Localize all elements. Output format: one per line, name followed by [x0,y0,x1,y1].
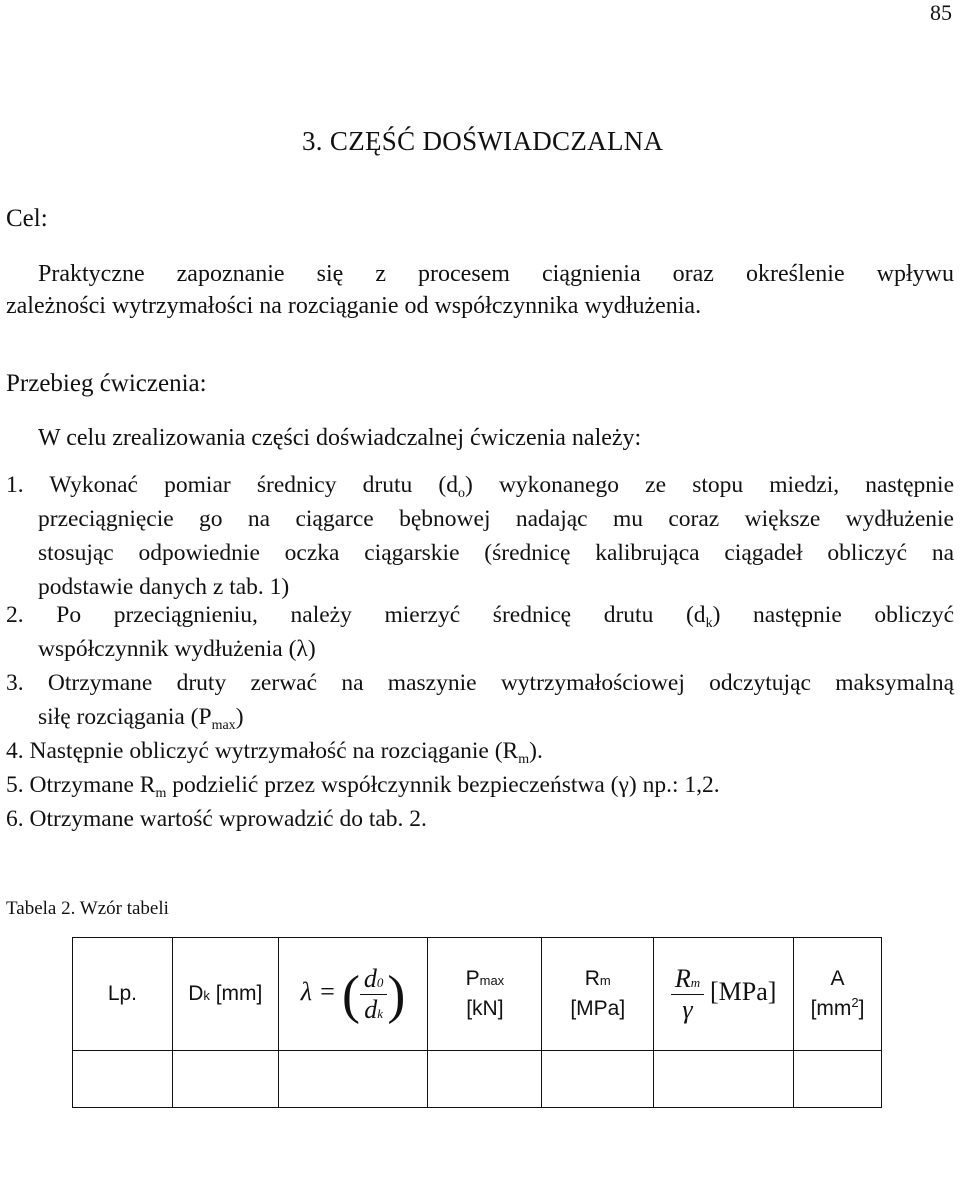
table-row [73,1051,882,1108]
list-item-1-line-3: stosując odpowiednie oczka ciągarskie (średnicę kalibrująca ciągadeł obliczyć na [38,540,954,566]
procedure-heading: Przebieg ćwiczenia: [6,370,207,397]
list-item-3-line-1: 3. Otrzymane druty zerwać na maszynie wytrzymałościowej odczytując maksymalną [6,670,954,696]
header-rm-over-gamma: $\frac{Rm}{\gamma}$ [MPa] [654,938,794,1051]
table-cell [172,1051,278,1108]
list-item-4: 4. Następnie obliczyć wytrzymałość na rozciąganie $(R_m)$. [6,738,543,767]
list-item-5: 5. Otrzymane $R_m$ podzielić przez współczynnik bezpieczeństwa (γ) np.: 1,2. [6,772,720,801]
table-cell [654,1051,794,1108]
header-rm: Rm [MPa] [542,938,654,1051]
list-item-1-line-2: przeciągnięcie go na ciągarce bębnowej nadając mu coraz większe wydłużenie [38,506,954,532]
chapter-title: 3. CZĘŚĆ DOŚWIADCZALNA [302,126,664,156]
goal-line-1: Praktyczne zapoznanie się z procesem ciągnienia oraz określenie wpływu [38,261,954,287]
header-dk: Dk [mm] [172,938,278,1051]
data-table [72,937,882,1108]
goal-heading: Cel: [6,205,48,232]
table-cell [542,1051,654,1108]
table-header-row [73,938,882,1051]
header-a: A $[mm^2]$ [794,938,882,1051]
list-item-2-line-1: 2. Po przeciągnieniu, należy mierzyć średnicę drutu $(d_k)$ następnie obliczyć [6,602,955,631]
list-item-3-line-2: siłę rozciągania $(P_{max})$ [38,704,244,733]
table-cell [73,1051,173,1108]
list-item-1-line-4: podstawie danych z tab. 1) [38,574,290,600]
list-item-2-line-2: współczynnik wydłużenia (λ) [38,636,316,662]
table-cell [428,1051,542,1108]
header-pmax: Pmax [kN] [428,938,542,1051]
procedure-intro: W celu zrealizowania części doświadczalnej ćwiczenia należy: [38,425,642,451]
table-caption: Tabela 2. Wzór tabeli [6,898,169,919]
list-item-1-line-1: 1. Wykonać pomiar średnicy drutu $(d_o)$ wykonanego ze stopu miedzi, następnie [6,472,955,501]
goal-line-2: zależności wytrzymałości na rozciąganie od współczynnika wydłużenia. [6,293,702,319]
table-cell [794,1051,882,1108]
header-lp: Lp. [73,938,173,1051]
page-number: 85 [930,0,952,25]
list-item-6: 6. Otrzymane wartość wprowadzić do tab. 2. [6,806,427,832]
table-cell [278,1051,428,1108]
header-lambda-formula: λ = ( $\frac{d0}{dk}$ ) [278,938,428,1051]
